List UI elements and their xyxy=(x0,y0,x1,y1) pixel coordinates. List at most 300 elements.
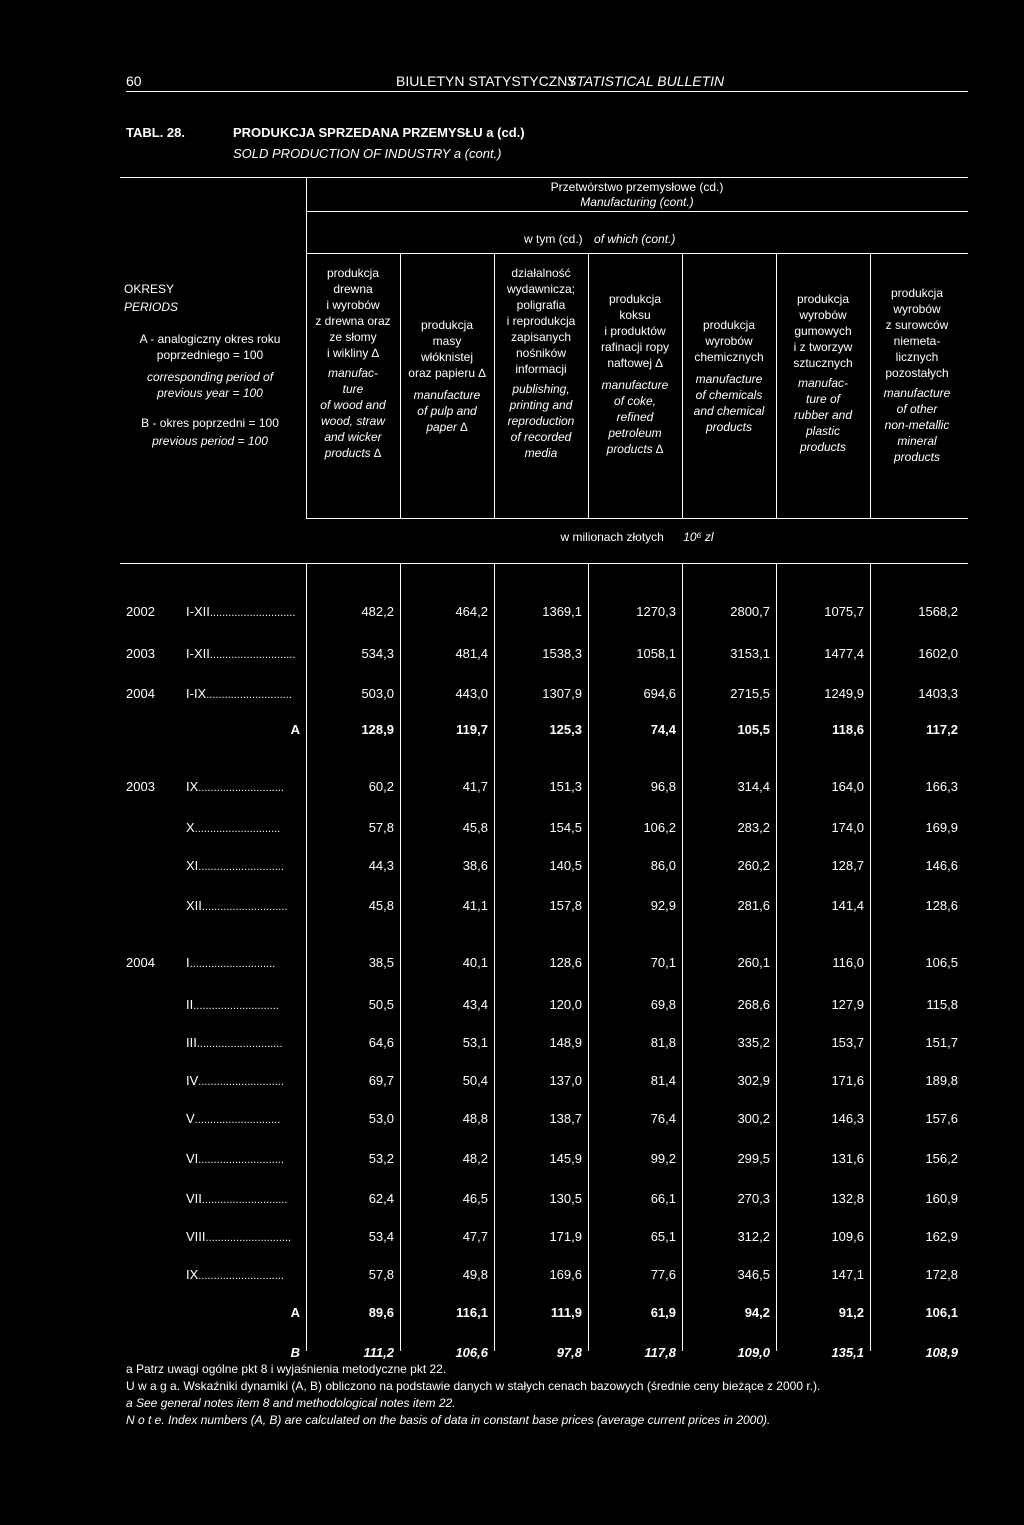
stub-okresy: OKRESY xyxy=(124,282,175,296)
column-header-2 xyxy=(400,318,494,436)
column-header-7-pl-line: niemeta- xyxy=(893,334,941,348)
row-period-label: V xyxy=(186,1111,195,1126)
table-cell: 109,0 xyxy=(737,1345,770,1360)
column-header-6-en-line: manufac- xyxy=(797,376,849,390)
group-header-pl: Przetwórstwo przemysłowe (cd.) xyxy=(550,180,724,194)
row-period xyxy=(186,898,304,915)
table-cell: 302,9 xyxy=(737,1073,770,1088)
row-period-label: I-XII xyxy=(186,604,210,619)
table-cell: 118,6 xyxy=(832,722,864,737)
table-cell: 162,9 xyxy=(925,1229,958,1244)
row-period xyxy=(186,1151,304,1168)
table-cell: 157,6 xyxy=(925,1111,958,1126)
row-period-label: XI xyxy=(186,858,199,873)
table-title-pl-text: PRODUKCJA SPRZEDANA PRZEMYSŁU xyxy=(233,125,483,140)
table-cell: 74,4 xyxy=(650,722,676,737)
stub-periods: PERIODS xyxy=(124,300,179,314)
table-cell: 312,2 xyxy=(737,1229,770,1244)
table-cell: 106,5 xyxy=(925,955,958,970)
table-cell: 171,9 xyxy=(549,1229,582,1244)
table-cell: 127,9 xyxy=(831,997,864,1012)
table-cell: 81,8 xyxy=(650,1035,676,1050)
group-header-rule xyxy=(306,211,968,212)
table-top-rule xyxy=(120,177,968,178)
table-cell: 1369,1 xyxy=(542,604,582,619)
column-header-3-pl-line: informacji xyxy=(515,362,567,376)
row-year: 2002 xyxy=(126,604,155,619)
column-header-7-en-line: of other xyxy=(896,402,938,416)
table-cell: 125,3 xyxy=(549,722,582,737)
column-header-6-pl-line: gumowych xyxy=(794,324,852,338)
running-title-pl: BIULETYN STATYSTYCZNY xyxy=(396,73,577,89)
table-cell: 156,2 xyxy=(925,1151,958,1166)
column-header-3-en-line: printing and xyxy=(509,398,573,412)
column-header-2-pl-line: masy xyxy=(432,334,462,348)
table-cell: 64,6 xyxy=(368,1035,394,1050)
table-cell: 335,2 xyxy=(737,1035,770,1050)
table-cell: 1058,1 xyxy=(636,646,676,661)
column-header-1-pl-line: produkcja xyxy=(326,266,380,280)
column-header-3-en-line: of recorded xyxy=(510,430,572,444)
row-leader-dots: ............................ xyxy=(209,607,296,619)
column-header-4-en-line: of coke, xyxy=(613,394,657,408)
stub-a-en-2: previous year = 100 xyxy=(157,386,263,400)
table-cell: 111,9 xyxy=(550,1305,582,1320)
row-leader-dots: ............................ xyxy=(201,1194,288,1206)
column-header-6-pl-line: i z tworzyw xyxy=(793,340,853,354)
column-header-1-pl-line: i wikliny ∆ xyxy=(326,346,379,360)
table-cell: 157,8 xyxy=(549,898,582,913)
column-header-3-pl-line: nośników xyxy=(515,346,567,360)
table-cell: 164,0 xyxy=(831,779,864,794)
column-header-2-pl-line: włóknistej xyxy=(420,350,474,364)
table-cell: 38,6 xyxy=(462,858,488,873)
table-cell: 53,1 xyxy=(462,1035,488,1050)
table-cell: 106,6 xyxy=(455,1345,488,1360)
row-year: 2003 xyxy=(126,779,155,794)
footnote-4: N o t e. Index numbers (A, B) are calculated on the basis of data in constant base prices (average current prices in 2000). xyxy=(126,1413,771,1427)
column-header-6-pl-line: wyrobów xyxy=(799,308,847,322)
table-cell: 148,9 xyxy=(549,1035,582,1050)
column-header-7-en-line: products xyxy=(893,450,941,464)
column-header-1-en-line: wood, straw xyxy=(320,414,386,428)
column-header-7-en-line: manufacture xyxy=(883,386,951,400)
periods-stub xyxy=(120,282,300,448)
row-period xyxy=(186,779,304,796)
row-period xyxy=(186,1111,304,1128)
table-cell: 268,6 xyxy=(737,997,770,1012)
table-cell: 138,7 xyxy=(549,1111,582,1126)
table-cell: 46,5 xyxy=(462,1191,488,1206)
column-divider-header xyxy=(682,253,683,518)
row-period xyxy=(186,1267,304,1284)
column-header-6-pl-line: sztucznych xyxy=(793,356,853,370)
table-cell: 137,0 xyxy=(549,1073,582,1088)
column-header-6 xyxy=(776,292,870,456)
column-header-3-pl-line: i reprodukcja xyxy=(506,314,576,328)
table-cell: 65,1 xyxy=(650,1229,676,1244)
table-cell: 314,4 xyxy=(737,779,770,794)
column-header-3 xyxy=(494,266,588,462)
table-cell: 174,0 xyxy=(831,820,864,835)
table-cell: 151,7 xyxy=(925,1035,958,1050)
table-cell: 128,7 xyxy=(831,858,864,873)
table-cell: 57,8 xyxy=(368,820,394,835)
footnotes xyxy=(126,1361,820,1429)
column-header-6-en-line: plastic xyxy=(805,424,840,438)
unit-en: 10⁶ zl xyxy=(683,530,714,544)
table-cell: 1270,3 xyxy=(636,604,676,619)
column-header-2-en-line: of pulp and xyxy=(417,404,477,418)
row-leader-dots: ............................ xyxy=(193,1000,279,1012)
table-cell: 132,8 xyxy=(831,1191,864,1206)
table-cell: 38,5 xyxy=(368,955,394,970)
table-title-en-text: SOLD PRODUCTION OF INDUSTRY xyxy=(233,146,451,161)
table-cell: 346,5 xyxy=(737,1267,770,1282)
column-header-5-pl-line: chemicznych xyxy=(694,350,764,364)
stub-b-pl: B - okres poprzedni = 100 xyxy=(141,416,279,430)
table-cell: 166,3 xyxy=(925,779,958,794)
column-divider-header xyxy=(400,253,401,518)
column-header-5-en-line: products xyxy=(705,420,753,434)
column-header-3-en-line: publishing, xyxy=(512,382,570,396)
table-cell: 45,8 xyxy=(462,820,488,835)
table-cell: 69,8 xyxy=(650,997,676,1012)
table-cell: 70,1 xyxy=(650,955,676,970)
table-cell: 111,2 xyxy=(363,1345,394,1360)
row-period: A xyxy=(290,722,300,737)
table-cell: 160,9 xyxy=(925,1191,958,1206)
column-header-2-en-line: paper ∆ xyxy=(426,420,468,434)
row-period: B xyxy=(290,1345,300,1360)
column-header-4-en-line: manufacture xyxy=(601,378,669,392)
column-header-5-pl-line: produkcja xyxy=(702,318,756,332)
table-cell: 89,6 xyxy=(368,1305,394,1320)
table-cell: 283,2 xyxy=(737,820,770,835)
table-cell: 69,7 xyxy=(368,1073,394,1088)
row-year: 2004 xyxy=(126,955,155,970)
table-cell: 1307,9 xyxy=(542,686,582,701)
row-leader-dots: ............................ xyxy=(189,958,276,970)
table-cell: 92,9 xyxy=(650,898,676,913)
table-cell: 105,5 xyxy=(737,722,770,737)
table-cell: 128,6 xyxy=(549,955,582,970)
table-cell: 47,7 xyxy=(462,1229,488,1244)
table-title-en xyxy=(233,146,502,161)
row-period-label: I-XII xyxy=(186,646,210,661)
table-cell: 53,4 xyxy=(368,1229,394,1244)
row-year: 2004 xyxy=(126,686,155,701)
column-header-7 xyxy=(870,286,964,466)
row-period-label: IX xyxy=(186,779,199,794)
table-cell: 464,2 xyxy=(455,604,488,619)
table-cell: 146,6 xyxy=(925,858,958,873)
subgroup-en: of which (cont.) xyxy=(594,232,676,246)
column-header-4-en-line: products ∆ xyxy=(606,442,664,456)
table-cell: 1075,7 xyxy=(824,604,864,619)
table-cell: 534,3 xyxy=(361,646,394,661)
table-cell: 128,9 xyxy=(361,722,394,737)
table-cell: 270,3 xyxy=(737,1191,770,1206)
column-header-2-pl-line: oraz papieru ∆ xyxy=(408,366,486,380)
column-header-7-pl-line: licznych xyxy=(895,350,939,364)
table-cell: 443,0 xyxy=(455,686,488,701)
column-header-6-en-line: ture of xyxy=(805,392,841,406)
row-period-label: I-IX xyxy=(186,686,207,701)
table-cell: 140,5 xyxy=(549,858,582,873)
table-cell: 169,9 xyxy=(925,820,958,835)
column-header-7-en-line: mineral xyxy=(897,434,937,448)
row-leader-dots: ............................ xyxy=(198,782,284,794)
column-header-4-en-line: petroleum xyxy=(608,426,662,440)
row-period xyxy=(186,997,304,1014)
stub-divider-header xyxy=(306,177,307,518)
column-header-5-pl-line: wyrobów xyxy=(705,334,753,348)
column-header-7-pl-line: z surowców xyxy=(885,318,949,332)
table-cell: 57,8 xyxy=(368,1267,394,1282)
column-header-2-en-line: manufacture xyxy=(413,388,481,402)
table-cell: 48,2 xyxy=(462,1151,488,1166)
column-header-3-pl-line: poligrafia xyxy=(516,298,566,312)
row-period xyxy=(186,820,304,837)
table-cell: 2800,7 xyxy=(730,604,770,619)
table-cell: 1403,3 xyxy=(918,686,958,701)
table-cell: 119,7 xyxy=(456,722,488,737)
column-divider-header xyxy=(494,253,495,518)
column-header-7-pl-line: wyrobów xyxy=(893,302,941,316)
table-cell: 135,1 xyxy=(831,1345,864,1360)
row-leader-dots: ............................ xyxy=(201,901,288,913)
table-cell: 99,2 xyxy=(650,1151,676,1166)
running-title-en: STATISTICAL BULLETIN xyxy=(567,73,725,89)
page-number: 60 xyxy=(126,73,142,89)
table-cell: 171,6 xyxy=(831,1073,864,1088)
column-header-5-en-line: and chemical xyxy=(693,404,765,418)
column-header-3-en-line: reproduction xyxy=(507,414,575,428)
column-header-2-pl-line: produkcja xyxy=(420,318,474,332)
row-leader-dots: ............................ xyxy=(198,1270,284,1282)
column-header-6-en-line: products xyxy=(799,440,847,454)
table-cell: 482,2 xyxy=(361,604,394,619)
table-cell: 41,7 xyxy=(462,779,488,794)
table-cell: 97,8 xyxy=(556,1345,582,1360)
table-cell: 694,6 xyxy=(643,686,676,701)
table-cell: 106,2 xyxy=(643,820,676,835)
column-header-5-en-line: of chemicals xyxy=(695,388,763,402)
table-cell: 481,4 xyxy=(455,646,488,661)
row-leader-dots: ............................ xyxy=(205,1232,292,1244)
table-cell: 49,8 xyxy=(462,1267,488,1282)
column-header-1-en-line: manufac- xyxy=(327,366,379,380)
row-leader-dots: ............................ xyxy=(196,1038,283,1050)
row-period xyxy=(186,1035,304,1052)
row-period xyxy=(186,646,304,663)
table-cell: 299,5 xyxy=(737,1151,770,1166)
column-header-3-pl-line: wydawnicza; xyxy=(506,282,576,296)
row-period: A xyxy=(290,1305,300,1320)
table-cell: 189,8 xyxy=(925,1073,958,1088)
table-cell: 109,6 xyxy=(831,1229,864,1244)
row-leader-dots: ............................ xyxy=(194,1114,281,1126)
row-period xyxy=(186,1073,304,1090)
footnote-2: U w a g a. Wskaźniki dynamiki (A, B) obliczono na podstawie danych w stałych cenach bazowych (średnie ceny bieżące z 2000 r.). xyxy=(126,1379,821,1393)
row-leader-dots: ............................ xyxy=(198,1076,284,1088)
table-cell: 66,1 xyxy=(650,1191,676,1206)
column-header-7-pl-line: pozostałych xyxy=(885,366,949,380)
row-period-label: III xyxy=(186,1035,197,1050)
table-cell: 260,1 xyxy=(737,955,770,970)
table-cell: 1477,4 xyxy=(824,646,864,661)
column-header-5-en-line: manufacture xyxy=(695,372,763,386)
table-cell: 60,2 xyxy=(368,779,394,794)
row-period xyxy=(186,1191,304,1208)
row-period-label: X xyxy=(186,820,195,835)
stub-a-pl-2: poprzedniego = 100 xyxy=(156,348,264,362)
table-cell: 50,5 xyxy=(368,997,394,1012)
table-cell: 2715,5 xyxy=(730,686,770,701)
unit-pl: w milionach złotych xyxy=(560,530,664,544)
stub-a-pl-1: A - analogiczny okres roku xyxy=(139,332,281,346)
table-cell: 116,1 xyxy=(456,1305,488,1320)
column-header-1 xyxy=(306,266,400,462)
table-cell: 61,9 xyxy=(650,1305,676,1320)
row-period xyxy=(186,686,304,703)
table-cell: 154,5 xyxy=(549,820,582,835)
column-header-1-en-line: products ∆ xyxy=(324,446,382,460)
table-cell: 169,6 xyxy=(549,1267,582,1282)
column-header-4-en-line: refined xyxy=(616,410,654,424)
table-cell: 172,8 xyxy=(925,1267,958,1282)
row-period-label: XII xyxy=(186,898,202,913)
header-bottom-rule xyxy=(306,518,968,519)
column-header-1-en-line: ture xyxy=(342,382,364,396)
column-header-1-en-line: of wood and xyxy=(320,398,386,412)
table-cell: 1538,3 xyxy=(542,646,582,661)
column-header-4-pl-line: produkcja xyxy=(608,292,662,306)
column-header-6-en-line: rubber and xyxy=(793,408,853,422)
table-cell: 1568,2 xyxy=(918,604,958,619)
column-header-4-pl-line: i produktów xyxy=(604,324,666,338)
row-period-label: VI xyxy=(186,1151,199,1166)
footnote-3: a See general notes item 8 and methodological notes item 22. xyxy=(126,1396,456,1410)
table-cell: 153,7 xyxy=(831,1035,864,1050)
row-period-label: II xyxy=(186,997,194,1012)
row-period-label: IV xyxy=(186,1073,199,1088)
row-period-label: I xyxy=(186,955,190,970)
row-period xyxy=(186,604,304,621)
table-cell: 260,2 xyxy=(737,858,770,873)
table-cell: 151,3 xyxy=(549,779,582,794)
table-cell: 503,0 xyxy=(361,686,394,701)
row-leader-dots: ............................ xyxy=(206,689,292,701)
row-leader-dots: ............................ xyxy=(198,861,284,873)
table-cell: 145,9 xyxy=(549,1151,582,1166)
column-divider-header xyxy=(870,253,871,518)
column-header-1-pl-line: z drewna oraz xyxy=(315,314,391,328)
table-cell: 130,5 xyxy=(549,1191,582,1206)
row-leader-dots: ............................ xyxy=(194,823,281,835)
table-cell: 48,8 xyxy=(462,1111,488,1126)
column-header-3-pl-line: działalność xyxy=(511,266,571,280)
table-cell: 94,2 xyxy=(744,1305,770,1320)
column-header-1-en-line: and wicker xyxy=(324,430,382,444)
row-period-label: IX xyxy=(186,1267,199,1282)
table-cell: 106,1 xyxy=(925,1305,958,1320)
table-cell: 300,2 xyxy=(737,1111,770,1126)
row-period-label: VIII xyxy=(186,1229,206,1244)
table-cell: 53,0 xyxy=(368,1111,394,1126)
table-cell: 141,4 xyxy=(831,898,864,913)
table-cell: 281,6 xyxy=(737,898,770,913)
subgroup-header xyxy=(524,232,675,246)
column-header-5 xyxy=(682,318,776,436)
table-cell: 43,4 xyxy=(462,997,488,1012)
column-divider-header xyxy=(588,253,589,518)
table-cell: 77,6 xyxy=(650,1267,676,1282)
table-cell: 131,6 xyxy=(831,1151,864,1166)
table-cell: 108,9 xyxy=(925,1345,958,1360)
table-cell: 3153,1 xyxy=(730,646,770,661)
subgroup-rule xyxy=(306,253,968,254)
column-header-7-pl-line: produkcja xyxy=(890,286,944,300)
column-header-4 xyxy=(588,292,682,458)
row-period xyxy=(186,1229,304,1246)
table-cell: 147,1 xyxy=(831,1267,864,1282)
table-title-en-suffix: a (cont.) xyxy=(453,146,502,161)
row-period xyxy=(186,858,304,875)
unit-label xyxy=(306,530,968,544)
table-title-pl xyxy=(233,125,525,140)
column-header-1-pl-line: i wyrobów xyxy=(326,298,380,312)
table-cell: 53,2 xyxy=(368,1151,394,1166)
table-cell: 50,4 xyxy=(462,1073,488,1088)
column-header-4-pl-line: rafinacji ropy xyxy=(600,340,670,354)
column-header-3-pl-line: zapisanych xyxy=(510,330,572,344)
table-cell: 40,1 xyxy=(462,955,488,970)
table-cell: 86,0 xyxy=(650,858,676,873)
table-cell: 128,6 xyxy=(925,898,958,913)
table-label: TABL. 28. xyxy=(126,125,185,140)
table-cell: 44,3 xyxy=(368,858,394,873)
column-header-1-pl-line: ze słomy xyxy=(329,330,377,344)
table-cell: 96,8 xyxy=(650,779,676,794)
unit-bottom-rule xyxy=(120,563,968,564)
row-leader-dots: ............................ xyxy=(198,1154,284,1166)
table-cell: 91,2 xyxy=(838,1305,864,1320)
table-cell: 120,0 xyxy=(549,997,582,1012)
table-cell: 117,8 xyxy=(644,1345,676,1360)
table-cell: 81,4 xyxy=(650,1073,676,1088)
table-cell: 45,8 xyxy=(368,898,394,913)
footnote-1: a Patrz uwagi ogólne pkt 8 i wyjaśnienia metodyczne pkt 22. xyxy=(126,1362,447,1376)
column-header-7-en-line: non-metallic xyxy=(884,418,950,432)
header-rule xyxy=(126,91,968,92)
group-header-en: Manufacturing (cont.) xyxy=(580,195,694,209)
table-cell: 62,4 xyxy=(368,1191,394,1206)
row-leader-dots: ............................ xyxy=(209,649,296,661)
stub-a-en-1: corresponding period of xyxy=(146,370,274,384)
table-cell: 117,2 xyxy=(926,722,958,737)
table-cell: 116,0 xyxy=(832,955,864,970)
table-cell: 41,1 xyxy=(462,898,488,913)
column-header-4-pl-line: koksu xyxy=(619,308,651,322)
table-cell: 76,4 xyxy=(650,1111,676,1126)
row-year: 2003 xyxy=(126,646,155,661)
column-divider-header xyxy=(776,253,777,518)
column-header-6-pl-line: produkcja xyxy=(796,292,850,306)
row-period xyxy=(186,955,304,972)
table-cell: 1602,0 xyxy=(918,646,958,661)
